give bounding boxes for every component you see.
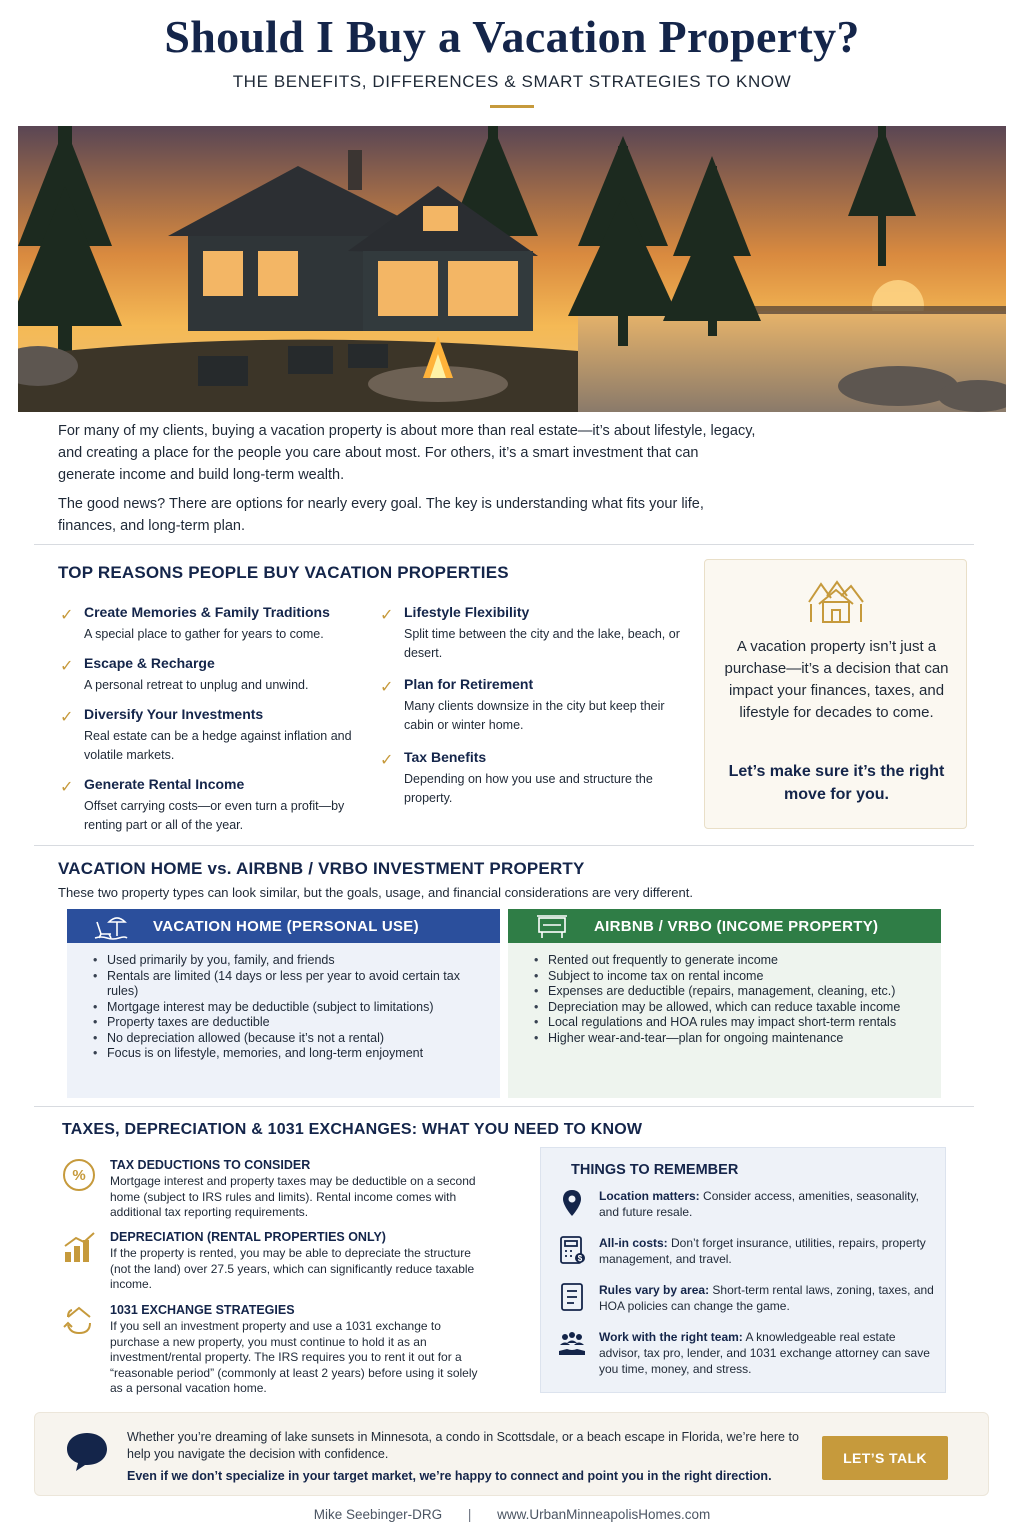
list-item: • No depreciation allowed (because it’s not a rental): [89, 1031, 486, 1047]
reason-item: [60, 604, 360, 644]
tax-item-title: 1031 EXCHANGE STRATEGIES: [110, 1303, 295, 1317]
tax-item: [62, 1158, 482, 1221]
tax-item-title: DEPRECIATION (RENTAL PROPERTIES ONLY): [110, 1230, 386, 1244]
vacation-home-header: [67, 909, 500, 943]
remember-text: Rules vary by area: Short-term rental laws, zoning, taxes, and HOA policies can change the game.: [599, 1283, 934, 1313]
reasons-section-title: TOP REASONS PEOPLE BUY VACATION PROPERTIES: [58, 563, 509, 582]
reason-description: Split time between the city and the lake, beach, or desert.: [404, 627, 680, 660]
reason-item: [60, 655, 360, 695]
reason-item: [380, 604, 680, 663]
list-item: • Depreciation may be allowed, which can reduce taxable income: [530, 1000, 927, 1016]
vacation-home-heading: VACATION HOME (PERSONAL USE): [153, 918, 419, 935]
airbnb-header: [508, 909, 941, 943]
quote-box: [704, 559, 967, 829]
footer-text: Whether you’re dreaming of lake sunsets in Minnesota, a condo in Scottsdale, or a beach escape in Florida, we’re here to help you navigate the decision with confidence.: [127, 1430, 799, 1461]
remember-title: THINGS TO REMEMBER: [571, 1162, 739, 1178]
reason-title: Diversify Your Investments: [84, 706, 264, 722]
check-icon: ✓: [60, 709, 74, 726]
tax-item-description: If you sell an investment property and use a 1031 exchange to purchase a new property, you must continue to hold it as an investment/rental property. The IRS requires you to rent it out for a “reasonable period” (commonly at least 2 years) before using it solely as a personal vacation home.: [110, 1319, 478, 1395]
remember-item: [557, 1329, 937, 1377]
reason-description: Offset carrying costs—or even turn a profit—by renting part or all of the year.: [84, 799, 345, 832]
remember-text: Work with the right team: A knowledgeable real estate advisor, tax pro, lender, and 1031 exchange attorney can save you time, money, and stress.: [599, 1330, 930, 1376]
byline-separator: |: [467, 1507, 472, 1522]
tax-item-description: If the property is rented, you may be able to depreciate the structure (not the land) over 27.5 years, which can significantly reduce taxable income.: [110, 1246, 475, 1291]
remember-item: [557, 1188, 937, 1220]
list-item: • Subject to income tax on rental income: [530, 969, 927, 985]
taxes-section-title: TAXES, DEPRECIATION & 1031 EXCHANGES: WHAT YOU NEED TO KNOW: [62, 1121, 643, 1138]
list-item: • Focus is on lifestyle, memories, and long-term enjoyment: [89, 1046, 486, 1062]
reason-title: Create Memories & Family Traditions: [84, 604, 330, 620]
compare-section-title: VACATION HOME vs. AIRBNB / VRBO INVESTMENT PROPERTY: [58, 859, 585, 878]
reason-title: Generate Rental Income: [84, 776, 245, 792]
house-icon: [801, 574, 871, 626]
check-icon: ✓: [380, 752, 394, 769]
tax-item: [62, 1303, 482, 1397]
svg-text:$: $: [577, 1254, 583, 1263]
reason-item: [380, 676, 680, 735]
reason-title: Lifestyle Flexibility: [404, 604, 530, 620]
check-icon: ✓: [60, 779, 74, 796]
calculator-icon: [557, 1235, 587, 1265]
list-item: • Property taxes are deductible: [89, 1015, 486, 1031]
team-icon: [557, 1329, 587, 1359]
bar-chart-icon: [62, 1230, 96, 1264]
divider: [34, 544, 974, 545]
divider: [34, 1106, 974, 1107]
footer-bold-text: Even if we don’t specialize in your target market, we’re happy to connect and point you in the right direction.: [127, 1469, 772, 1483]
agent-name: Mike Seebinger-DRG: [313, 1507, 443, 1522]
check-icon: ✓: [60, 607, 74, 624]
exchange-icon: [62, 1303, 96, 1337]
list-item: • Mortgage interest may be deductible (subject to limitations): [89, 1000, 486, 1016]
rental-sign-icon: [534, 912, 570, 940]
reason-description: Depending on how you use and structure the property.: [404, 772, 653, 805]
beach-chair-icon: [93, 912, 129, 940]
reason-title: Tax Benefits: [404, 749, 487, 765]
tax-item: [62, 1230, 482, 1293]
remember-item: [557, 1282, 937, 1314]
reason-item: [380, 749, 680, 808]
reason-description: Real estate can be a hedge against inflation and volatile markets.: [84, 729, 352, 762]
divider: [34, 845, 974, 846]
speech-bubble-icon: [65, 1431, 109, 1473]
list-item: • Rentals are limited (14 days or less per year to avoid certain tax rules): [89, 969, 486, 1000]
airbnb-panel: [508, 943, 941, 1098]
remember-text: Location matters: Consider access, amenities, seasonality, and future resale.: [599, 1189, 919, 1219]
quote-cta: Let’s make sure it’s the right move for you.: [728, 763, 945, 803]
reason-description: Many clients downsize in the city but keep their cabin or winter home.: [404, 699, 665, 732]
reason-description: A personal retreat to unplug and unwind.: [84, 678, 309, 692]
svg-text:%: %: [72, 1167, 86, 1184]
airbnb-heading: AIRBNB / VRBO (INCOME PROPERTY): [594, 918, 879, 935]
page-subtitle: THE BENEFITS, DIFFERENCES & SMART STRATEGIES TO KNOW: [232, 72, 792, 91]
byline: [0, 1507, 1024, 1522]
reason-item: [60, 776, 360, 835]
percent-icon: [62, 1158, 96, 1192]
tax-item-description: Mortgage interest and property taxes may be deductible on a second home (subject to IRS rules and limits). Rental income comes with additional tax reporting requirements.: [110, 1174, 476, 1219]
quote-text: A vacation property isn’t just a purchase—it’s a decision that can impact your finances, taxes, and lifestyle for decades to come.: [724, 638, 949, 721]
list-item: • Rented out frequently to generate income: [530, 953, 927, 969]
things-to-remember-box: [540, 1147, 946, 1393]
intro-paragraph-1: For many of my clients, buying a vacation property is about more than real estate—it’s about lifestyle, legacy, and creating a place for the people you care about most. For others, it’s a smart investment that can generate income and build long-term wealth.: [58, 423, 756, 483]
reason-description: A special place to gather for years to come.: [84, 627, 324, 641]
lets-talk-button[interactable]: LET’S TALK: [822, 1436, 948, 1480]
compare-intro: These two property types can look similar, but the goals, usage, and financial considerations are very different.: [58, 885, 693, 900]
page-title: Should I Buy a Vacation Property?: [164, 11, 860, 62]
remember-text: All-in costs: Don’t forget insurance, utilities, repairs, property management, and travel.: [599, 1236, 926, 1266]
check-icon: ✓: [60, 658, 74, 675]
remember-item: [557, 1235, 937, 1267]
list-item: • Local regulations and HOA rules may impact short-term rentals: [530, 1015, 927, 1031]
checklist-icon: [557, 1282, 587, 1312]
reason-item: [60, 706, 360, 765]
tax-item-title: TAX DEDUCTIONS TO CONSIDER: [110, 1158, 311, 1172]
list-item: • Used primarily by you, family, and friends: [89, 953, 486, 969]
check-icon: ✓: [380, 607, 394, 624]
intro-paragraph-2: The good news? There are options for nearly every goal. The key is understanding what fits your life, finances, and long-term plan.: [58, 496, 704, 534]
reason-title: Escape & Recharge: [84, 655, 215, 671]
list-item: • Higher wear-and-tear—plan for ongoing maintenance: [530, 1031, 927, 1047]
list-item: • Expenses are deductible (repairs, management, cleaning, etc.): [530, 984, 927, 1000]
footer-cta-box: [34, 1412, 989, 1496]
vacation-home-panel: [67, 943, 500, 1098]
check-icon: ✓: [380, 679, 394, 696]
title-divider: [490, 105, 534, 108]
hero-image: [18, 126, 1006, 412]
location-pin-icon: [557, 1188, 587, 1218]
website-link[interactable]: www.UrbanMinneapolisHomes.com: [497, 1507, 711, 1522]
reason-title: Plan for Retirement: [404, 676, 534, 692]
